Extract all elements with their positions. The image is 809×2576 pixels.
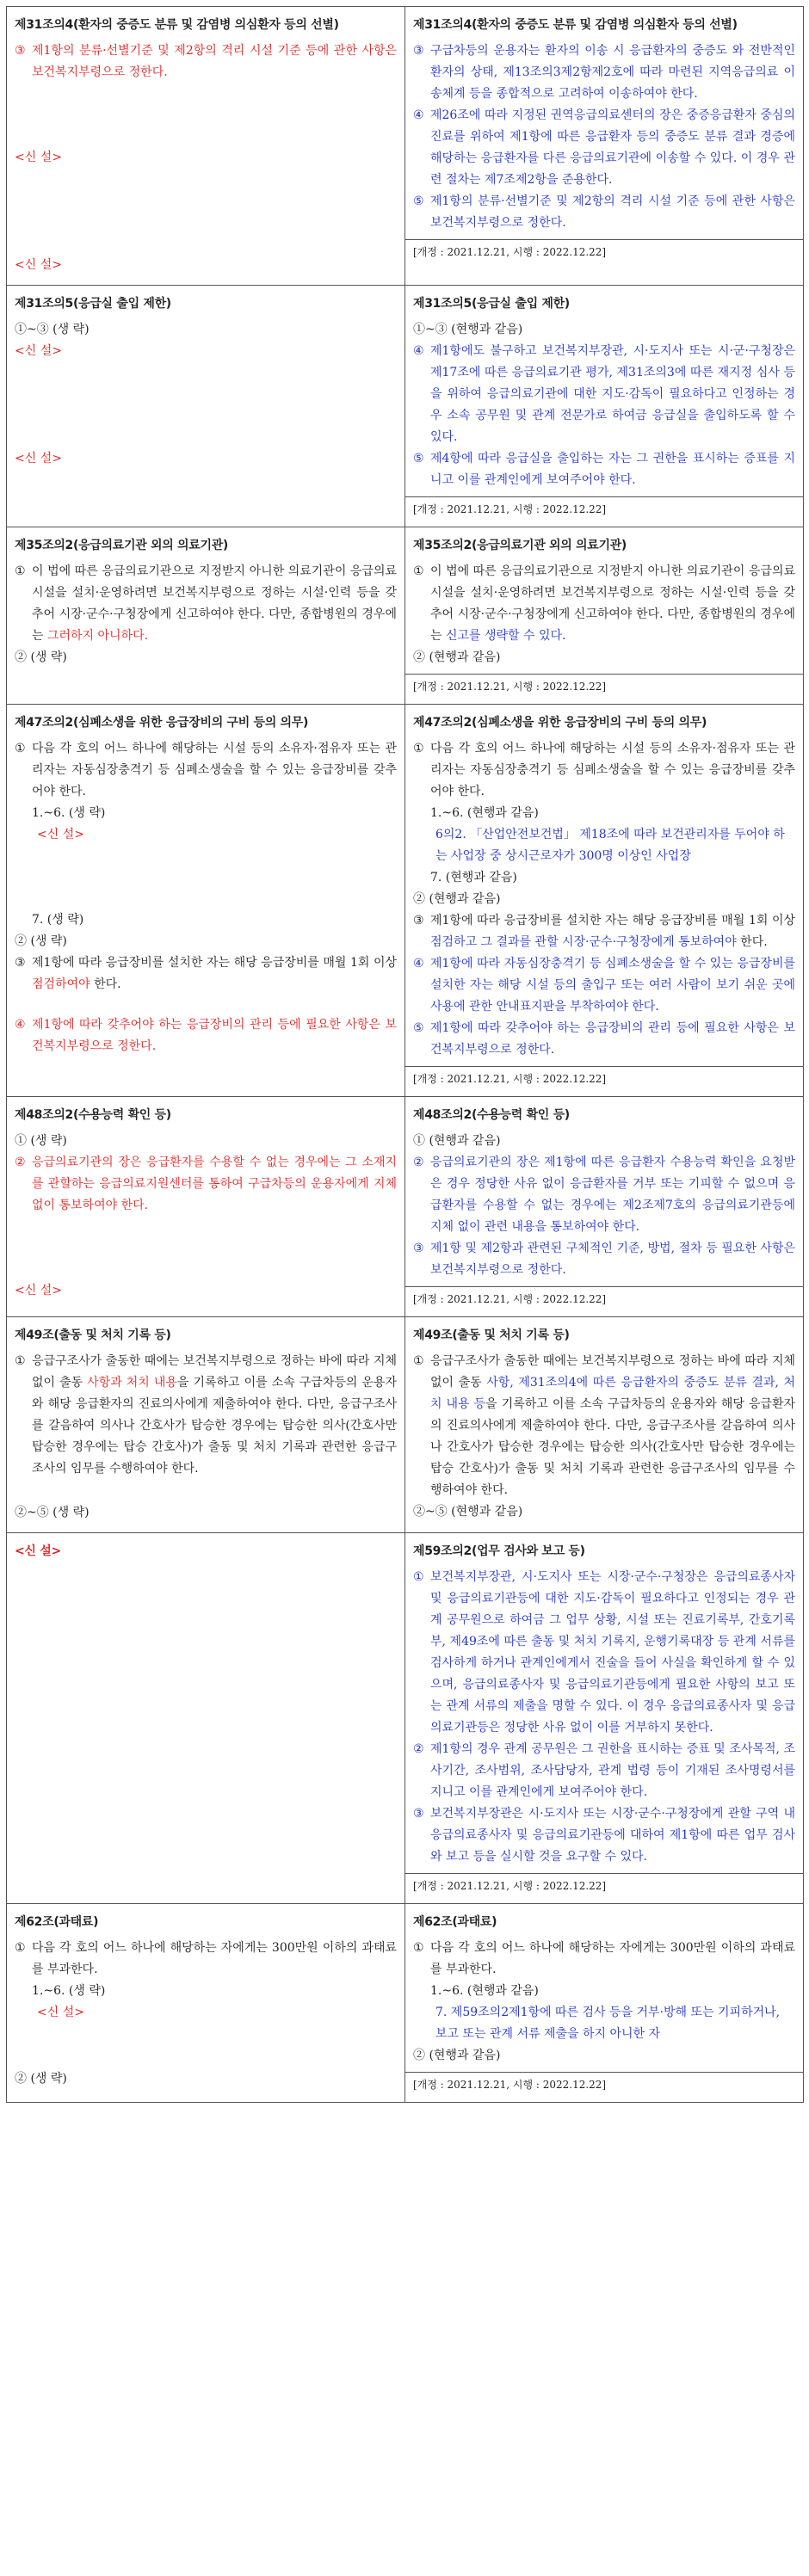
table-row [7,527,804,705]
paragraph: ② (현행과 같음) [413,650,501,664]
current-law-cell [7,705,405,1097]
article-heading: 제59조의2(업무 검사와 보고 등) [413,1544,585,1558]
table-row [7,1317,804,1533]
revision-note: [개정 : 2021.12.21, 시행 : 2022.12.22] [405,2072,803,2093]
article-heading: 제62조(과태료) [413,1915,497,1929]
paragraph: ① (생 략) [15,1134,67,1148]
revised-law-cell [405,705,804,1097]
paragraph: ②~⑤ (생 략) [15,1506,90,1519]
article-heading: 제48조의2(수용능력 확인 등) [15,1108,171,1122]
current-law-cell [7,1097,405,1317]
revised-law-cell [405,1097,804,1317]
paragraph: ② 제1항의 경우 관계 공무원은 그 권한을 표시하는 증표 및 조사목적, 조사기간, 조사범위, 조사담당자, 관계 법령 등이 기재된 조사명령서를 지니고 이를 관계인에게 보여주어야 한다. [413,1742,795,1799]
article-heading: 제31조의5(응급실 출입 제한) [15,297,171,311]
paragraph: ② 응급의료기관의 장은 제1항에 따른 응급환자 수용능력 확인을 요청받은 경우 정당한 사유 없이 응급환자를 거부 또는 기피할 수 없으며 응급환자를 수용할 수 없는 경우에는 제2조제7호의 응급의료기관등에 지체 없이 관련 내용을 통보하여야 한다. [413,1156,795,1234]
revised-law-cell [405,286,804,527]
paragraph: ①~③ (생 략) [15,323,90,336]
revision-note: [개정 : 2021.12.21, 시행 : 2022.12.22] [405,1286,803,1308]
paragraph: ④ 제1항에도 불구하고 보건복지부장관, 시·도지사 또는 시·군·구청장은 제17조에 따른 응급의료기관 평가, 제31조의3에 따른 재지정 심사 등을 위하여 응급의료기관에 대한 지도·감독이 필요하다고 인정하는 경우 소속 공무원 및 관계 전문가로 하여금 응급실을 출입하도록 할 수 있다. [413,344,795,444]
comparison-table [6,6,804,2103]
current-law-cell [7,1904,405,2103]
revision-note: [개정 : 2021.12.21, 시행 : 2022.12.22] [405,1066,803,1088]
table-row [7,1533,804,1904]
new-provision-label: <신 설> [15,452,62,465]
new-provision-label: <신 설> [15,344,62,358]
list-item: 1.~6. (생 략) [32,806,106,820]
paragraph: ⑤ 제1항에 따라 갖추어야 하는 응급장비의 관리 등에 필요한 사항은 보건복지부령으로 정한다. [413,1021,795,1057]
paragraph: ①~③ (현행과 같음) [413,323,523,336]
revision-note: [개정 : 2021.12.21, 시행 : 2022.12.22] [405,496,803,518]
paragraph: ② 응급의료기관의 장은 응급환자를 수용할 수 없는 경우에는 그 소재지를 관할하는 응급의료지원센터를 통하여 구급차등의 운용자에게 지체 없이 통보하여야 한다. [15,1156,397,1212]
paragraph: ② (생 략) [15,650,67,664]
current-law-cell [7,1533,405,1904]
revision-note: [개정 : 2021.12.21, 시행 : 2022.12.22] [405,1873,803,1895]
article-heading: 제35조의2(응급의료기관 외의 의료기관) [15,539,229,552]
article-heading: 제47조의2(심폐소생을 위한 응급장비의 구비 등의 의무) [15,716,309,730]
comparison-page [6,6,803,2103]
new-provision-label: <신 설> [37,828,84,841]
paragraph: ②~⑤ (현행과 같음) [413,1505,523,1519]
paragraph: ① 응급구조사가 출동한 때에는 보건복지부령으로 정하는 바에 따라 지체 없이 출동 사항, 제31조의4에 따른 응급환자의 중증도 분류 결과, 처치 내용 등을 기록하고 이를 소속 구급차등의 운용자와 해당 응급환자의 진료의사에게 제출하여야 한다. 다만, 응급구조사를 갈음하여 의사나 간호사가 탑승한 경우에는 탑승한 의사(간호사만 탑승한 경우에는 탑승 간호사)가 출동 및 처치 기록과 관련한 응급구조사의 임무를 수행하여야 한다. [413,1354,796,1497]
paragraph: ⑤ 제4항에 따라 응급실을 출입하는 자는 그 권한을 표시하는 증표를 지니고 이를 관계인에게 보여주어야 한다. [413,452,795,487]
revised-law-cell [405,7,804,286]
paragraph: ① 이 법에 따른 응급의료기관으로 지정받지 아니한 의료기관이 응급의료시설을 설치·운영하려면 보건복지부령으로 정하는 시설·인력 등을 갖추어 시장·군수·구청장에게 신고하여야 한다. 다만, 종합병원의 경우에는 신고를 생략할 수 있다. [413,564,795,643]
revised-law-cell [405,1533,804,1904]
paragraph: ① 응급구조사가 출동한 때에는 보건복지부령으로 정하는 바에 따라 지체 없이 출동 사항과 처치 내용을 기록하고 이를 소속 구급차등의 운용자와 해당 응급환자의 진료의사에게 제출하여야 한다. 다만, 응급구조사를 갈음하여 의사나 간호사가 탑승한 경우에는 탑승한 의사(간호사만 탑승한 경우에는 탑승 간호사)가 출동 및 처치 기록과 관련한 응급구조사의 임무를 수행하여야 한다. [15,1354,397,1476]
article-heading: 제31조의4(환자의 중증도 분류 및 감염병 의심환자 등의 선별) [15,18,339,32]
new-provision-label: <신 설> [37,2006,84,2019]
article-heading: 제48조의2(수용능력 확인 등) [413,1108,570,1122]
current-law-cell [7,7,405,286]
table-row [7,1904,804,2103]
new-provision-label: <신 설> [15,1544,61,1558]
paragraph: ① (현행과 같음) [413,1134,501,1148]
list-item: 7. 제59조의2제1항에 따른 검사 등을 거부·방해 또는 기피하거나, 보고 또는 관계 서류 제출을 하지 아니한 자 [435,2006,781,2041]
revised-law-cell [405,1317,804,1533]
paragraph: ① 다음 각 호의 어느 하나에 해당하는 시설 등의 소유자·점유자 또는 관리자는 자동심장충격기 등 심폐소생술을 할 수 있는 응급장비를 갖추어야 한다. [413,742,795,798]
paragraph: ③ 제1항 및 제2항과 관련된 구체적인 기준, 방법, 절차 등 필요한 사항은 보건복지부령으로 정한다. [413,1242,795,1277]
paragraph: ② (생 략) [15,2072,67,2086]
table-row [7,705,804,1097]
paragraph: ① 다음 각 호의 어느 하나에 해당하는 시설 등의 소유자·점유자 또는 관리자는 자동심장충격기 등 심폐소생술을 할 수 있는 응급장비를 갖추어야 한다. [15,742,397,798]
list-item: 7. (생 략) [32,913,84,927]
paragraph: ③ 보건복지부장관은 시·도지사 또는 시장·군수·구청장에게 관할 구역 내 응급의료종사자 및 응급의료기관등에 대하여 제1항에 따른 업무 검사와 보고 등을 실시할 것을 요구할 수 있다. [413,1807,795,1864]
list-item: 1.~6. (현행과 같음) [430,806,539,820]
article-heading: 제35조의2(응급의료기관 외의 의료기관) [413,539,627,552]
article-heading: 제49조(출동 및 처치 기록 등) [413,1328,570,1342]
revision-note: [개정 : 2021.12.21, 시행 : 2022.12.22] [405,239,803,261]
paragraph: ② (현행과 같음) [413,892,501,906]
table-row [7,1097,804,1317]
table-row [7,7,804,286]
paragraph: ③ 제1항에 따라 응급장비를 설치한 자는 해당 응급장비를 매월 1회 이상 점검하고 그 결과를 관할 시장·군수·구청장에게 통보하여야 한다. [413,914,795,949]
new-provision-label: <신 설> [15,1284,62,1297]
table-row [7,286,804,527]
revised-law-cell [405,527,804,705]
paragraph: ① 이 법에 따른 응급의료기관으로 지정받지 아니한 의료기관이 응급의료시설을 설치·운영하려면 보건복지부령으로 정하는 시설·인력 등을 갖추어 시장·군수·구청장에게 신고하여야 한다. 다만, 종합병원의 경우에는 그러하지 아니하다. [15,564,397,643]
new-provision-label: <신 설> [15,258,62,272]
revised-law-cell [405,1904,804,2103]
paragraph: ④ 제1항에 따라 자동심장충격기 등 심폐소생술을 할 수 있는 응급장비를 설치한 자는 해당 시설 등의 출입구 또는 여러 사람이 보기 쉬운 곳에 사용에 관한 안내표지판을 부착하여야 한다. [413,957,795,1014]
paragraph: ① 다음 각 호의 어느 하나에 해당하는 자에게는 300만원 이하의 과태료를 부과한다. [413,1941,795,1976]
paragraph: ③ 제1항에 따라 응급장비를 설치한 자는 해당 응급장비를 매월 1회 이상 점검하여야 한다. [15,956,397,991]
article-heading: 제49조(출동 및 처치 기록 등) [15,1328,171,1342]
article-heading: 제31조의5(응급실 출입 제한) [413,297,570,311]
paragraph: ④ 제26조에 따라 지정된 권역응급의료센터의 장은 중증응급환자 중심의 진료를 위하여 제1항에 따른 응급환자 등의 중증도 분류 결과 경증에 해당하는 응급환자를 다른 응급의료기관에 이송할 수 있다. 이 경우 관련 절차는 제7조제2항을 준용한다. [413,108,795,187]
article-heading: 제31조의4(환자의 중증도 분류 및 감염병 의심환자 등의 선별) [413,18,738,32]
article-heading: 제62조(과태료) [15,1915,99,1929]
list-item: 1.~6. (현행과 같음) [430,1984,539,1998]
article-heading: 제47조의2(심폐소생을 위한 응급장비의 구비 등의 의무) [413,716,707,730]
new-provision-label: <신 설> [15,151,62,164]
revision-note: [개정 : 2021.12.21, 시행 : 2022.12.22] [405,674,803,695]
paragraph: ⑤ 제1항의 분류·선별기준 및 제2항의 격리 시설 기준 등에 관한 사항은 보건복지부령으로 정한다. [413,194,795,230]
paragraph: ④ 제1항에 따라 갖추어야 하는 응급장비의 관리 등에 필요한 사항은 보건복지부령으로 정한다. [15,1018,397,1053]
list-item: 1.~6. (생 략) [32,1984,106,1998]
current-law-cell [7,527,405,705]
list-item: 7. (현행과 같음) [430,871,517,884]
paragraph: ② (생 략) [15,934,67,948]
current-law-cell [7,286,405,527]
current-law-cell [7,1317,405,1533]
list-item: 6의2. 「산업안전보건법」 제18조에 따라 보건관리자를 두어야 하는 사업장 중 상시근로자가 300명 이상인 사업장 [435,828,785,863]
paragraph: ① 보건복지부장관, 시·도지사 또는 시장·군수·구청장은 응급의료종사자 및 응급의료기관등에 대한 지도·감독이 필요하다고 인정되는 경우 관계 공무원으로 하여금 그 업무 상황, 시설 또는 진료기록부, 간호기록부, 제49조에 따른 출동 및 처치 기록지, 운행기록대장 등 관계 서류를 검사하게 하거나 관계인에게서 진술을 들어 사실을 확인하게 할 수 있으며, 응급의료종사자 및 응급의료기관등에게 필요한 사항의 보고 또는 관계 서류의 제출을 명할 수 있다. 이 경우 응급의료종사자 및 응급의료기관등은 정당한 사유 없이 이를 거부하지 못한다. [413,1570,795,1735]
paragraph: ① 다음 각 호의 어느 하나에 해당하는 자에게는 300만원 이하의 과태료를 부과한다. [15,1941,397,1976]
paragraph: ③ 구급차등의 운용자는 환자의 이송 시 응급환자의 중증도 와 전반적인 환자의 상태, 제13조의3제2항제2호에 따라 마련된 지역응급의료 이송체계 등을 종합적으로 고려하여 이송하여야 한다. [413,44,795,101]
paragraph: ② (현행과 같음) [413,2049,501,2062]
paragraph: ③ 제1항의 분류·선별기준 및 제2항의 격리 시설 기준 등에 관한 사항은 보건복지부령으로 정한다. [15,44,397,79]
